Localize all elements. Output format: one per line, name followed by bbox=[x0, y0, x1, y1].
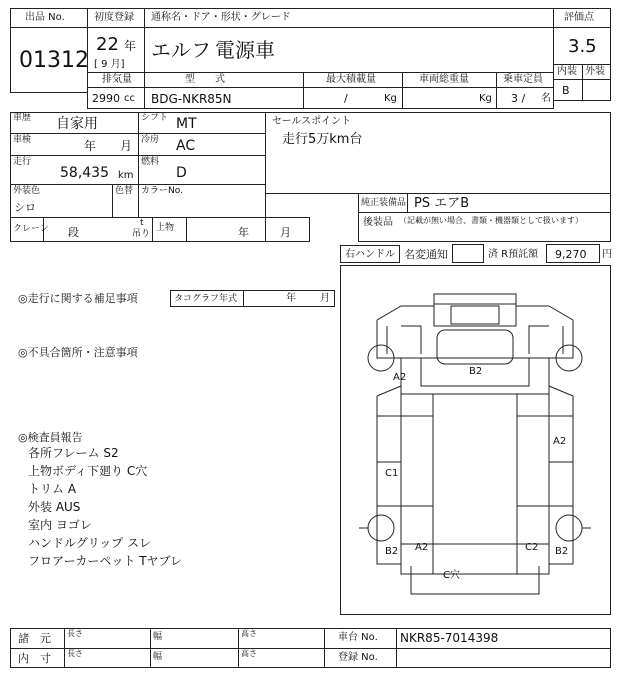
shift: MT bbox=[176, 116, 197, 132]
inspector-line: フロアーカーペット Tヤブレ bbox=[28, 554, 183, 568]
interior-grade: B bbox=[562, 84, 570, 97]
upper-label: 上物 bbox=[156, 223, 175, 233]
capacity-cell bbox=[496, 87, 554, 109]
displacement-label-cell bbox=[87, 72, 145, 88]
genuine: PS エアB bbox=[414, 196, 470, 211]
first-reg-year-unit: 年 bbox=[124, 39, 137, 53]
inspection-year: 年 bbox=[84, 139, 97, 153]
truck-diagram-frame bbox=[340, 265, 611, 615]
sales-point-label: セールスポイント bbox=[272, 116, 352, 127]
ac-label: 冷房 bbox=[141, 135, 160, 145]
model-label: 型 式 bbox=[185, 74, 225, 85]
crane-stage: 段 bbox=[68, 226, 79, 239]
tacho-cell bbox=[243, 290, 335, 307]
inspector-line: ハンドルグリップ スレ bbox=[28, 536, 152, 550]
crane-hang: 吊り bbox=[132, 229, 151, 239]
sales-point-cell bbox=[265, 112, 611, 194]
genuine-label: 純正装備品 bbox=[361, 198, 407, 208]
gross-weight-unit: Kg bbox=[479, 93, 492, 104]
shift-label: シフト bbox=[141, 113, 169, 123]
score: 3.5 bbox=[568, 36, 597, 57]
mark-b2-rear-right: B2 bbox=[555, 546, 569, 557]
tacho-label: タコグラフ年式 bbox=[174, 294, 238, 304]
spec-label: 諸 元 bbox=[18, 632, 51, 645]
score-label-cell bbox=[553, 8, 611, 28]
crane-label: クレーン bbox=[13, 224, 49, 234]
name-change-label: 名変通知 bbox=[404, 248, 448, 261]
inspection-label: 車検 bbox=[13, 135, 32, 145]
mileage-label: 走行 bbox=[13, 157, 32, 167]
dim-height-label: 高さ bbox=[241, 649, 257, 658]
max-load-label-cell bbox=[303, 72, 403, 88]
mark-a2-front-left: A2 bbox=[393, 372, 407, 383]
recycle-cell bbox=[546, 244, 600, 263]
inspector-line: 各所フレーム S2 bbox=[28, 446, 119, 460]
inspector-label: ◎検査員報告 bbox=[18, 431, 83, 444]
fuel: D bbox=[176, 165, 187, 181]
gross-weight-label: 車両総重量 bbox=[419, 74, 469, 85]
tacho-month: 月 bbox=[320, 293, 330, 304]
dim-length-label: 長さ bbox=[67, 649, 83, 658]
history-label: 車歴 bbox=[13, 113, 32, 123]
mark-b2-front: B2 bbox=[469, 366, 483, 377]
interior-grade-cell bbox=[553, 79, 583, 101]
spec-height-label: 高さ bbox=[241, 629, 257, 638]
max-load-cell bbox=[303, 87, 403, 109]
car-name-cell bbox=[144, 27, 554, 73]
displacement: 2990 bbox=[92, 92, 120, 105]
first-reg-month: [ 9 月] bbox=[94, 59, 125, 70]
genuine-cell bbox=[407, 193, 611, 213]
recycle: 9,270 bbox=[555, 248, 587, 261]
chassis-label: 車台 No. bbox=[338, 632, 378, 643]
mark-a2-right: A2 bbox=[553, 436, 567, 447]
defects-label: ◎不具合箇所・注意事項 bbox=[18, 346, 138, 359]
crane-ton: t bbox=[140, 218, 144, 228]
right-hand-cell bbox=[340, 245, 400, 263]
inspection-month: 月 bbox=[120, 139, 133, 153]
mark-c1-left: C1 bbox=[385, 468, 399, 479]
truck-diagram bbox=[341, 266, 610, 614]
capacity-unit: 名 bbox=[541, 93, 551, 104]
displacement-cell bbox=[87, 87, 145, 109]
name-change-box bbox=[452, 244, 484, 263]
inspector-line: トリム A bbox=[28, 482, 77, 496]
sales-point: 走行5万km台 bbox=[282, 132, 363, 147]
history: 自家用 bbox=[56, 116, 98, 132]
car-name-label: 通称名・ドア・形状・グレード bbox=[151, 12, 291, 23]
driving-notes-label: ◎走行に関する補足事項 bbox=[18, 292, 138, 305]
mileage-unit: km bbox=[118, 170, 134, 181]
first-reg-label: 初度登録 bbox=[94, 12, 134, 23]
interior-label-cell bbox=[553, 64, 583, 80]
exterior-label-cell bbox=[582, 64, 611, 80]
recycle-label: 済 R預託額 bbox=[488, 249, 539, 260]
score-cell bbox=[553, 27, 611, 65]
upper-cell bbox=[186, 217, 310, 242]
ac: AC bbox=[176, 138, 196, 154]
lot-no-label: 出品 No. bbox=[25, 12, 65, 23]
interior-label: 内装 bbox=[557, 66, 577, 77]
lot-no-cell bbox=[10, 27, 88, 93]
displacement-label: 排気量 bbox=[102, 74, 132, 85]
capacity-label-cell bbox=[496, 72, 554, 88]
first-reg-cell bbox=[87, 27, 145, 73]
mark-c2-rear-right: C2 bbox=[525, 542, 539, 553]
score-label: 評価点 bbox=[564, 12, 594, 23]
gross-weight-label-cell bbox=[402, 72, 497, 88]
upper-month: 月 bbox=[280, 226, 291, 239]
first-reg-label-cell bbox=[87, 8, 145, 28]
inspector-line: 上物ボディ下廻り C穴 bbox=[28, 464, 148, 478]
mark-a2-rear-left: A2 bbox=[415, 542, 429, 553]
aftermarket-cell bbox=[358, 212, 611, 242]
aftermarket-label: 後装品 bbox=[363, 217, 393, 228]
dim-label: 内 寸 bbox=[18, 652, 51, 665]
max-load: / bbox=[344, 92, 348, 105]
mark-b2-rear-left: B2 bbox=[385, 546, 399, 557]
max-load-label: 最大積載量 bbox=[326, 74, 376, 85]
inspector-line: 外装 AUS bbox=[28, 500, 81, 514]
car-grade: 電源車 bbox=[215, 38, 275, 62]
spec-width-label: 幅 bbox=[153, 632, 163, 642]
registration-label: 登録 No. bbox=[338, 652, 378, 663]
inspector-line: 室内 ヨゴレ bbox=[28, 518, 92, 532]
color-change-label: 色替 bbox=[115, 186, 134, 196]
model: BDG-NKR85N bbox=[151, 92, 232, 106]
mark-c-hole: C穴 bbox=[443, 570, 460, 581]
lot-no: 01312 bbox=[19, 48, 89, 73]
color-code-label: カラーNo. bbox=[141, 186, 183, 196]
right-hand: 右ハンドル bbox=[345, 249, 395, 260]
lot-no-label-cell bbox=[10, 8, 88, 28]
car-name-label-cell bbox=[144, 8, 554, 28]
crane-label-cell bbox=[10, 217, 49, 242]
capacity-label: 乗車定員 bbox=[503, 74, 543, 85]
exterior-grade-cell bbox=[582, 79, 611, 101]
model-cell bbox=[144, 87, 304, 109]
recycle-unit: 円 bbox=[602, 249, 612, 260]
fuel-label: 燃料 bbox=[141, 157, 160, 167]
dim-width-label: 幅 bbox=[153, 652, 163, 662]
gross-weight-cell bbox=[402, 87, 497, 109]
displacement-unit: cc bbox=[124, 93, 135, 104]
first-reg-year: 22 bbox=[96, 34, 119, 55]
color-label: 外装色 bbox=[13, 186, 41, 196]
max-load-unit: Kg bbox=[384, 93, 397, 104]
exterior-label: 外装 bbox=[585, 66, 605, 77]
chassis-number: NKR85-7014398 bbox=[400, 631, 499, 645]
mileage: 58,435 bbox=[60, 165, 109, 181]
car-name: エルフ bbox=[151, 38, 211, 62]
upper-year: 年 bbox=[238, 226, 249, 239]
spec-length-label: 長さ bbox=[67, 629, 83, 638]
color: シロ bbox=[14, 201, 36, 214]
tacho-year: 年 bbox=[286, 293, 296, 304]
tacho-label-cell bbox=[170, 290, 244, 307]
aftermarket-note: （記載が無い場合、書類・機器類として扱います） bbox=[399, 216, 583, 225]
genuine-label-cell bbox=[358, 193, 408, 213]
capacity: 3 / bbox=[511, 92, 526, 105]
model-label-cell bbox=[144, 72, 304, 88]
